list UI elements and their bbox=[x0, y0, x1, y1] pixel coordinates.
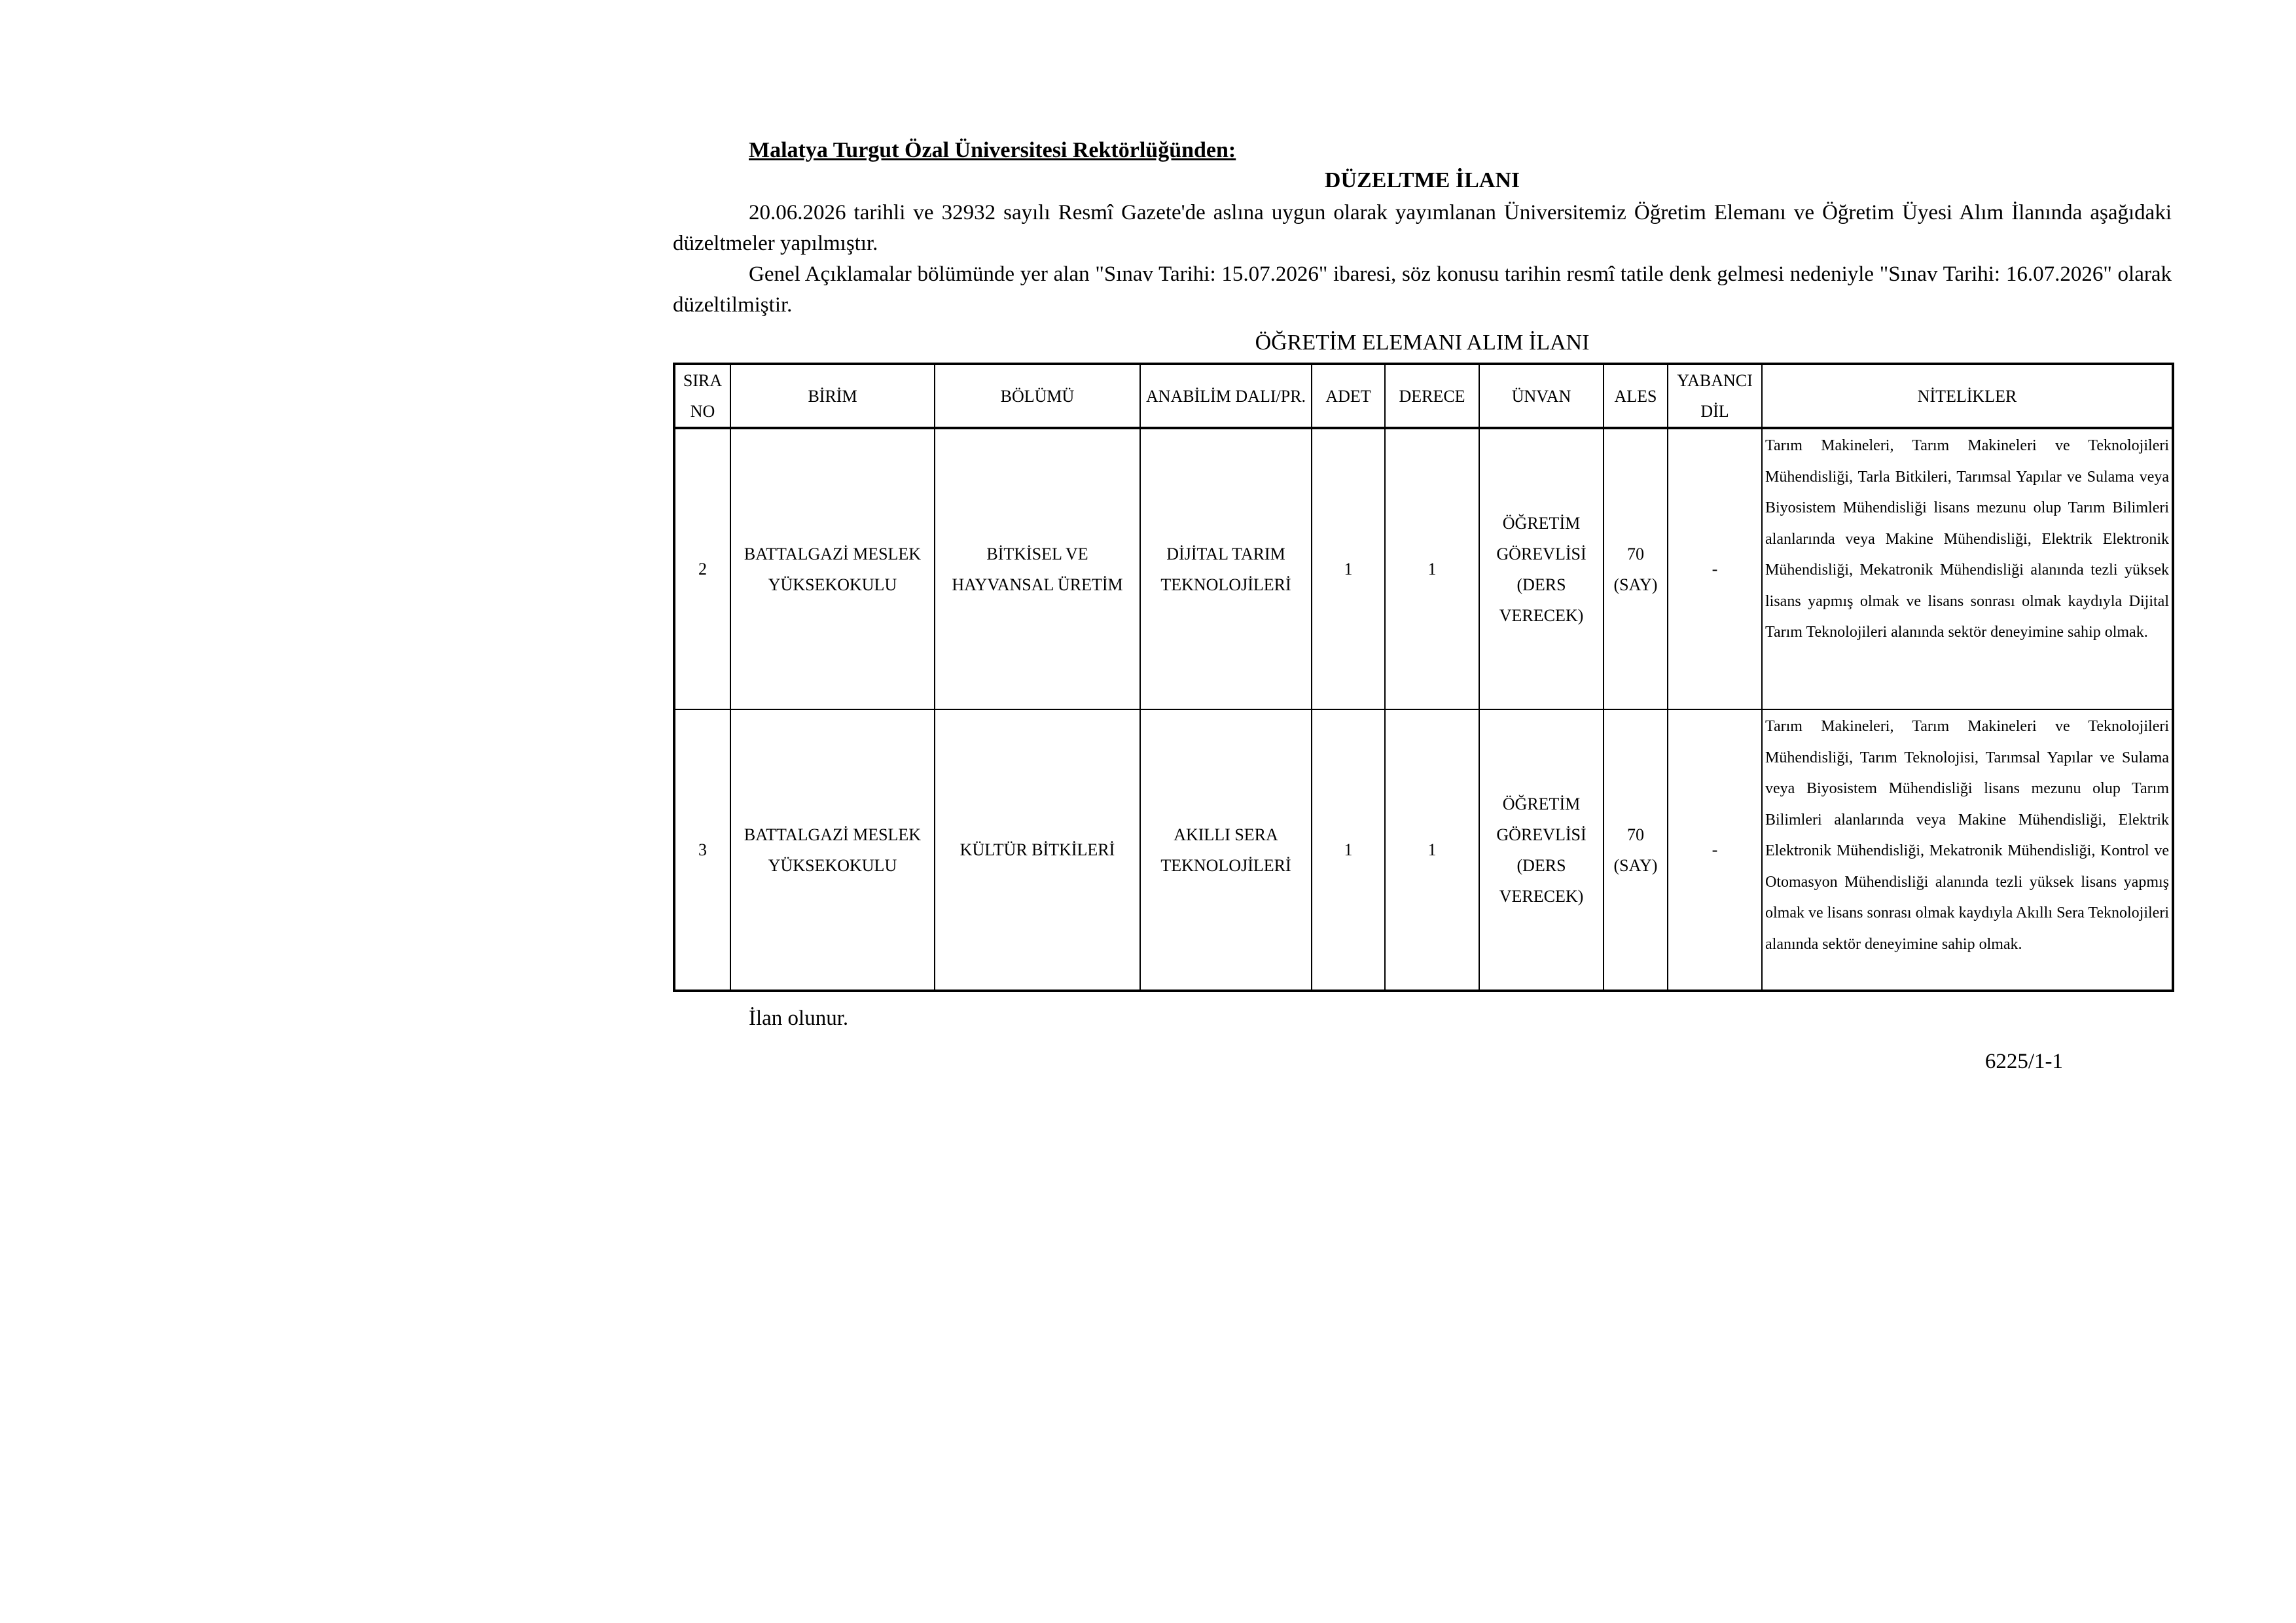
notice-title: DÜZELTME İLANI bbox=[1324, 168, 1520, 192]
cell-birim: BATTALGAZİ MESLEK YÜKSEKOKULU bbox=[730, 709, 935, 991]
table-row bbox=[674, 709, 2173, 991]
cell-derece: 1 bbox=[1385, 428, 1479, 709]
header-anabilim: ANABİLİM DALI/PR. bbox=[1140, 364, 1312, 428]
cell-sira-no: 2 bbox=[674, 428, 730, 709]
header-adet: ADET bbox=[1312, 364, 1385, 428]
table-row bbox=[674, 428, 2173, 709]
cell-unvan: ÖĞRETİM GÖREVLİSİ (DERS VERECEK) bbox=[1479, 428, 1604, 709]
header-nitelikler: NİTELİKLER bbox=[1762, 364, 2173, 428]
table-header-row bbox=[674, 364, 2173, 428]
cell-adet: 1 bbox=[1312, 709, 1385, 991]
document-page bbox=[673, 136, 2172, 1076]
header-derece: DERECE bbox=[1385, 364, 1479, 428]
reference-number: 6225/1-1 bbox=[1984, 1050, 2063, 1073]
header-bolumu: BÖLÜMÜ bbox=[935, 364, 1140, 428]
cell-ales: 70 (SAY) bbox=[1604, 709, 1668, 991]
cell-anabilim: AKILLI SERA TEKNOLOJİLERİ bbox=[1140, 709, 1312, 991]
cell-nitelikler: Tarım Makineleri, Tarım Makineleri ve Teknolojileri Mühendisliği, Tarım Teknolojisi, Tarımsal Yapılar ve Sulama veya Biyosistem Mühendisliği lisans mezunu olup Tarım Bilimleri alanlarında veya Makine Mühendisliği, Elektrik Elektronik Mühendisliği, Mekatronik Mühendisliği, Kontrol ve Otomasyon Mühendisliği alanında tezli yüksek lisans yapmış olmak ve lisans sonrası olmak kaydıyla Akıllı Sera Teknolojileri alanında sektör deneyimine sahip olmak. bbox=[1762, 709, 2173, 991]
intro-paragraph: 20.06.2026 tarihli ve 32932 sayılı Resmî Gazete'de aslına uygun olarak yayımlanan Üniversitemiz Öğretim Elemanı ve Öğretim Üyesi Alım İlanında aşağıdaki düzeltmeler yapılmıştır. bbox=[673, 201, 2172, 255]
institution-heading: Malatya Turgut Özal Üniversitesi Rektörlüğünden: bbox=[749, 138, 1236, 162]
cell-bolumu: BİTKİSEL VE HAYVANSAL ÜRETİM bbox=[935, 428, 1140, 709]
header-yabanci-dil: YABANCI DİL bbox=[1668, 364, 1762, 428]
cell-ales: 70 (SAY) bbox=[1604, 428, 1668, 709]
cell-sira-no: 3 bbox=[674, 709, 730, 991]
cell-yabanci-dil: - bbox=[1668, 428, 1762, 709]
header-unvan: ÜNVAN bbox=[1479, 364, 1604, 428]
header-sira-no: SIRA NO bbox=[674, 364, 730, 428]
vacancy-table bbox=[673, 363, 2174, 992]
cell-derece: 1 bbox=[1385, 709, 1479, 991]
cell-anabilim: DİJİTAL TARIM TEKNOLOJİLERİ bbox=[1140, 428, 1312, 709]
cell-nitelikler: Tarım Makineleri, Tarım Makineleri ve Teknolojileri Mühendisliği, Tarla Bitkileri, Tarımsal Yapılar ve Sulama veya Biyosistem Mühendisliği lisans mezunu olup Tarım Bilimleri alanlarında veya Makine Mühendisliği, Elektrik Elektronik Mühendisliği, Mekatronik Mühendisliği alanında tezli yüksek lisans yapmış olmak ve lisans sonrası olmak kaydıyla Dijital Tarım Teknolojileri alanında sektör deneyimine sahip olmak. bbox=[1762, 428, 2173, 709]
cell-unvan: ÖĞRETİM GÖREVLİSİ (DERS VERECEK) bbox=[1479, 709, 1604, 991]
table-title: ÖĞRETİM ELEMANI ALIM İLANI bbox=[1255, 330, 1590, 355]
closing-text: İlan olunur. bbox=[749, 1007, 849, 1030]
cell-adet: 1 bbox=[1312, 428, 1385, 709]
cell-yabanci-dil: - bbox=[1668, 709, 1762, 991]
cell-bolumu: KÜLTÜR BİTKİLERİ bbox=[935, 709, 1140, 991]
header-ales: ALES bbox=[1604, 364, 1668, 428]
correction-paragraph: Genel Açıklamalar bölümünde yer alan "Sınav Tarihi: 15.07.2026" ibaresi, söz konusu tarihin resmî tatile denk gelmesi nedeniyle "Sınav Tarihi: 16.07.2026" olarak düzeltilmiştir. bbox=[673, 262, 2172, 317]
cell-birim: BATTALGAZİ MESLEK YÜKSEKOKULU bbox=[730, 428, 935, 709]
header-birim: BİRİM bbox=[730, 364, 935, 428]
